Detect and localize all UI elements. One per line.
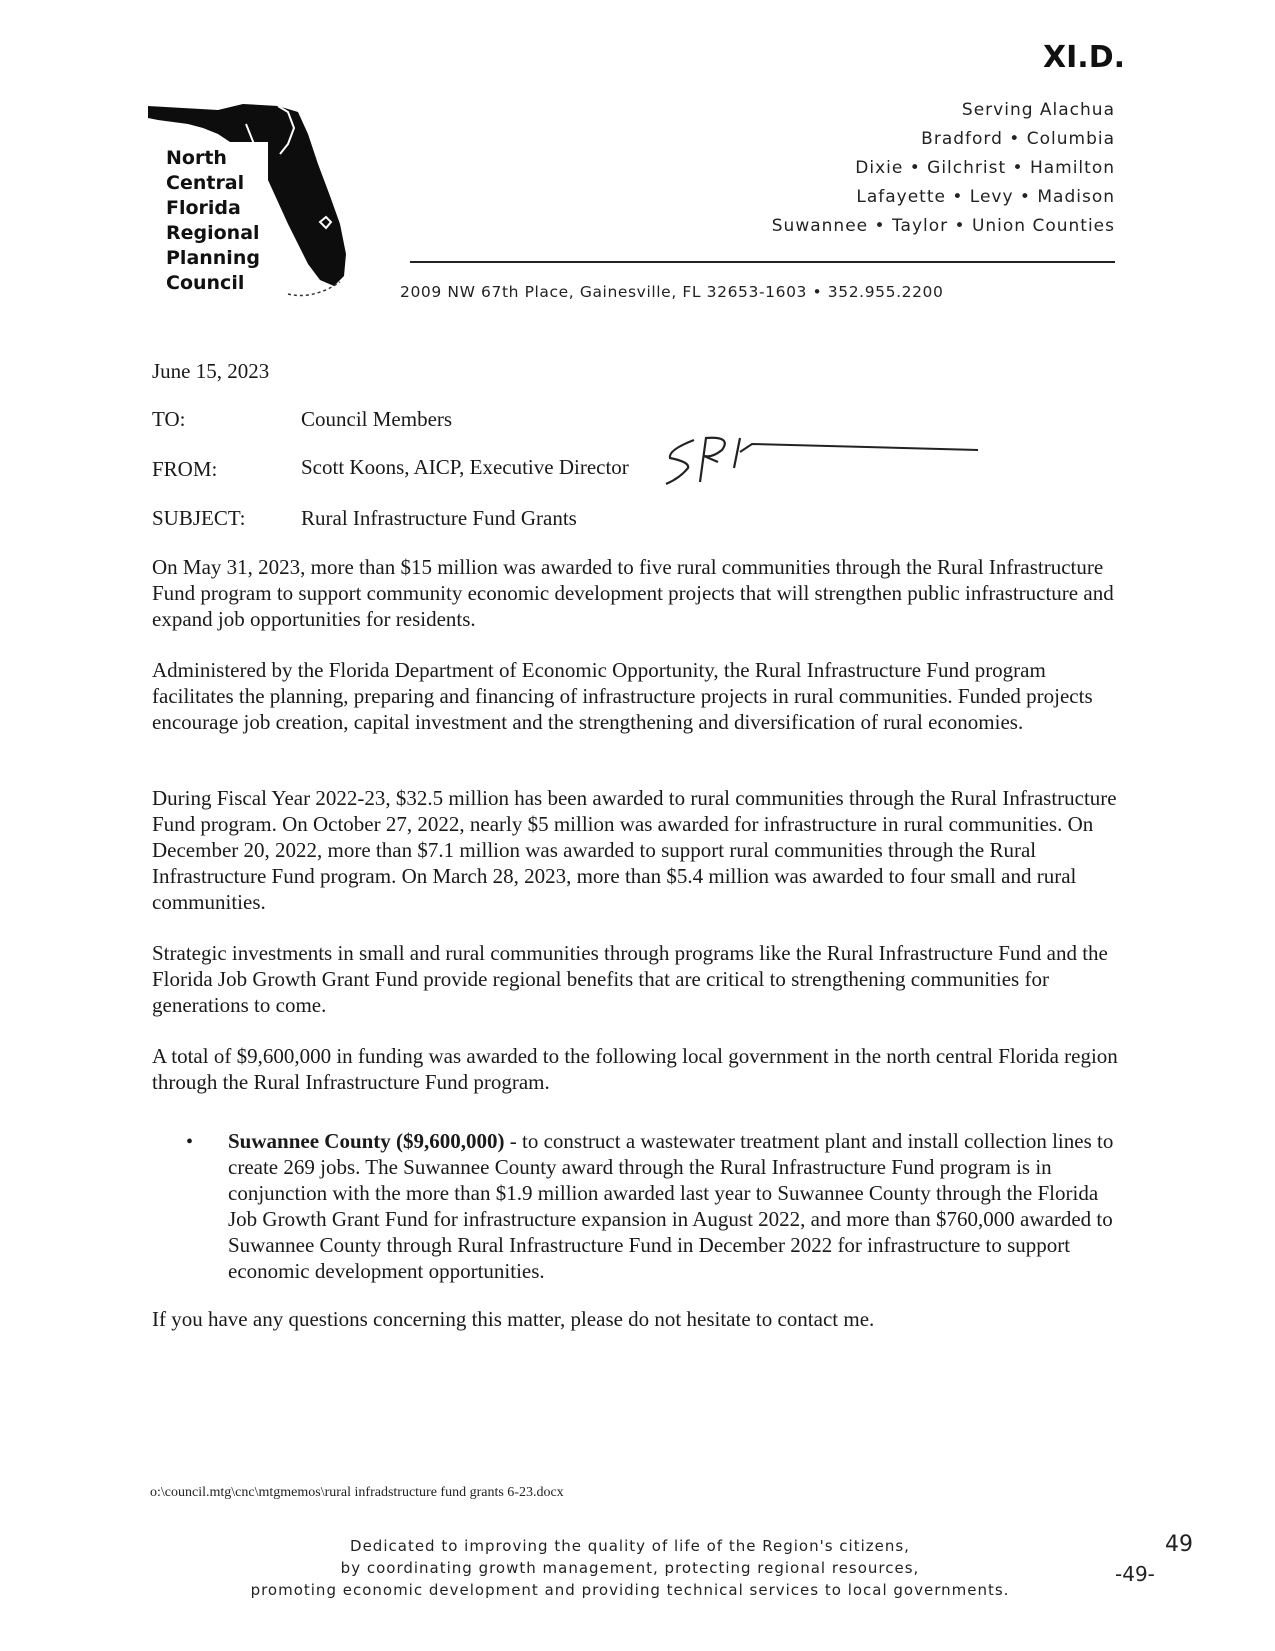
letterhead-divider: [410, 261, 1115, 263]
footer-line: Dedicated to improving the quality of life of the Region's citizens,: [350, 1537, 910, 1555]
body-paragraph: During Fiscal Year 2022-23, $32.5 million has been awarded to rural communities through the Rural Infrastructure Fund program. On October 27, 2022, nearly $5 million was awarded for infrastructure in rural communities. On December 20, 2022, more than $7.1 million was awarded to support rural communities through the Rural Infrastructure Fund program. On March 28, 2023, more than $5.4 million was awarded to four small and rural communities.: [152, 786, 1117, 914]
from-value: Scott Koons, AICP, Executive Director: [301, 455, 629, 479]
footer-mission: [150, 1535, 1110, 1601]
from-label: FROM:: [152, 457, 218, 481]
bullet-description: - to construct a wastewater treatment plant and install collection lines to create 269 jobs. The Suwannee County award through the Rural Infrastructure Fund program is in conjunction with the more than $1.9 million awarded last year to Suwannee County through the Florida Job Growth Grant Fund for infrastructure expansion in August 2022, and more than $760,000 awarded to Suwannee County through Rural Infrastructure Fund in December 2022 for infrastructure to support economic development opportunities.: [228, 1129, 1114, 1283]
org-name-line: Central: [166, 172, 245, 194]
to-value: Council Members: [301, 407, 453, 431]
body-paragraph: Administered by the Florida Department of Economic Opportunity, the Rural Infrastructure Fund program facilitates the planning, preparing and financing of infrastructure projects in rural communities. Funded projects encourage job creation, capital investment and the strengthening and diversification of rural economies.: [152, 658, 1093, 734]
handwritten-page-number: 49: [1165, 1532, 1193, 1557]
council-address: 2009 NW 67th Place, Gainesville, FL 32653-1603 • 352.955.2200: [400, 283, 944, 301]
to-label: TO:: [152, 407, 186, 431]
footer-line: promoting economic development and providing technical services to local governments.: [250, 1581, 1010, 1599]
closing-paragraph: If you have any questions concerning this matter, please do not hesitate to contact me.: [152, 1307, 875, 1331]
body-paragraph: Strategic investments in small and rural communities through programs like the Rural Infrastructure Fund and the Florida Job Growth Grant Fund provide regional benefits that are critical to strengthening communities for generations to come.: [152, 941, 1108, 1017]
serving-line: Serving Alachua: [961, 100, 1115, 120]
serving-line: Dixie • Gilchrist • Hamilton: [855, 158, 1115, 178]
body-paragraph: A total of $9,600,000 in funding was awarded to the following local government in the north central Florida region through the Rural Infrastructure Fund program.: [152, 1044, 1118, 1094]
serving-line: Lafayette • Levy • Madison: [856, 187, 1115, 207]
council-logo: [148, 104, 358, 309]
bullet-item: [228, 1128, 1118, 1284]
subject-value: Rural Infrastructure Fund Grants: [301, 506, 577, 530]
org-name-line: Council: [166, 272, 245, 294]
bullet-county-award: Suwannee County ($9,600,000): [228, 1129, 505, 1153]
body-paragraph: On May 31, 2023, more than $15 million was awarded to five rural communities through the Rural Infrastructure Fund program to support community economic development projects that will strengthen public infrastructure and expand job opportunities for residents.: [152, 555, 1114, 631]
memo-date: June 15, 2023: [152, 359, 270, 383]
serving-line: Suwannee • Taylor • Union Counties: [771, 216, 1115, 236]
org-name-line: Regional: [166, 222, 260, 244]
signature-icon: [660, 432, 980, 492]
org-name-line: North: [166, 147, 227, 169]
footer-line: by coordinating growth management, protecting regional resources,: [340, 1559, 920, 1577]
serving-line: Bradford • Columbia: [921, 129, 1115, 149]
bullet-marker: •: [186, 1131, 194, 1153]
file-path: o:\council.mtg\cnc\mtgmemos\rural infradstructure fund grants 6-23.docx: [150, 1485, 564, 1500]
page-number: -49-: [1115, 1562, 1155, 1586]
agenda-item-code: XI.D.: [1043, 40, 1125, 75]
serving-counties: [772, 96, 1115, 241]
org-name-line: Planning: [166, 247, 260, 269]
subject-label: SUBJECT:: [152, 506, 246, 530]
org-name-line: Florida: [166, 197, 241, 219]
